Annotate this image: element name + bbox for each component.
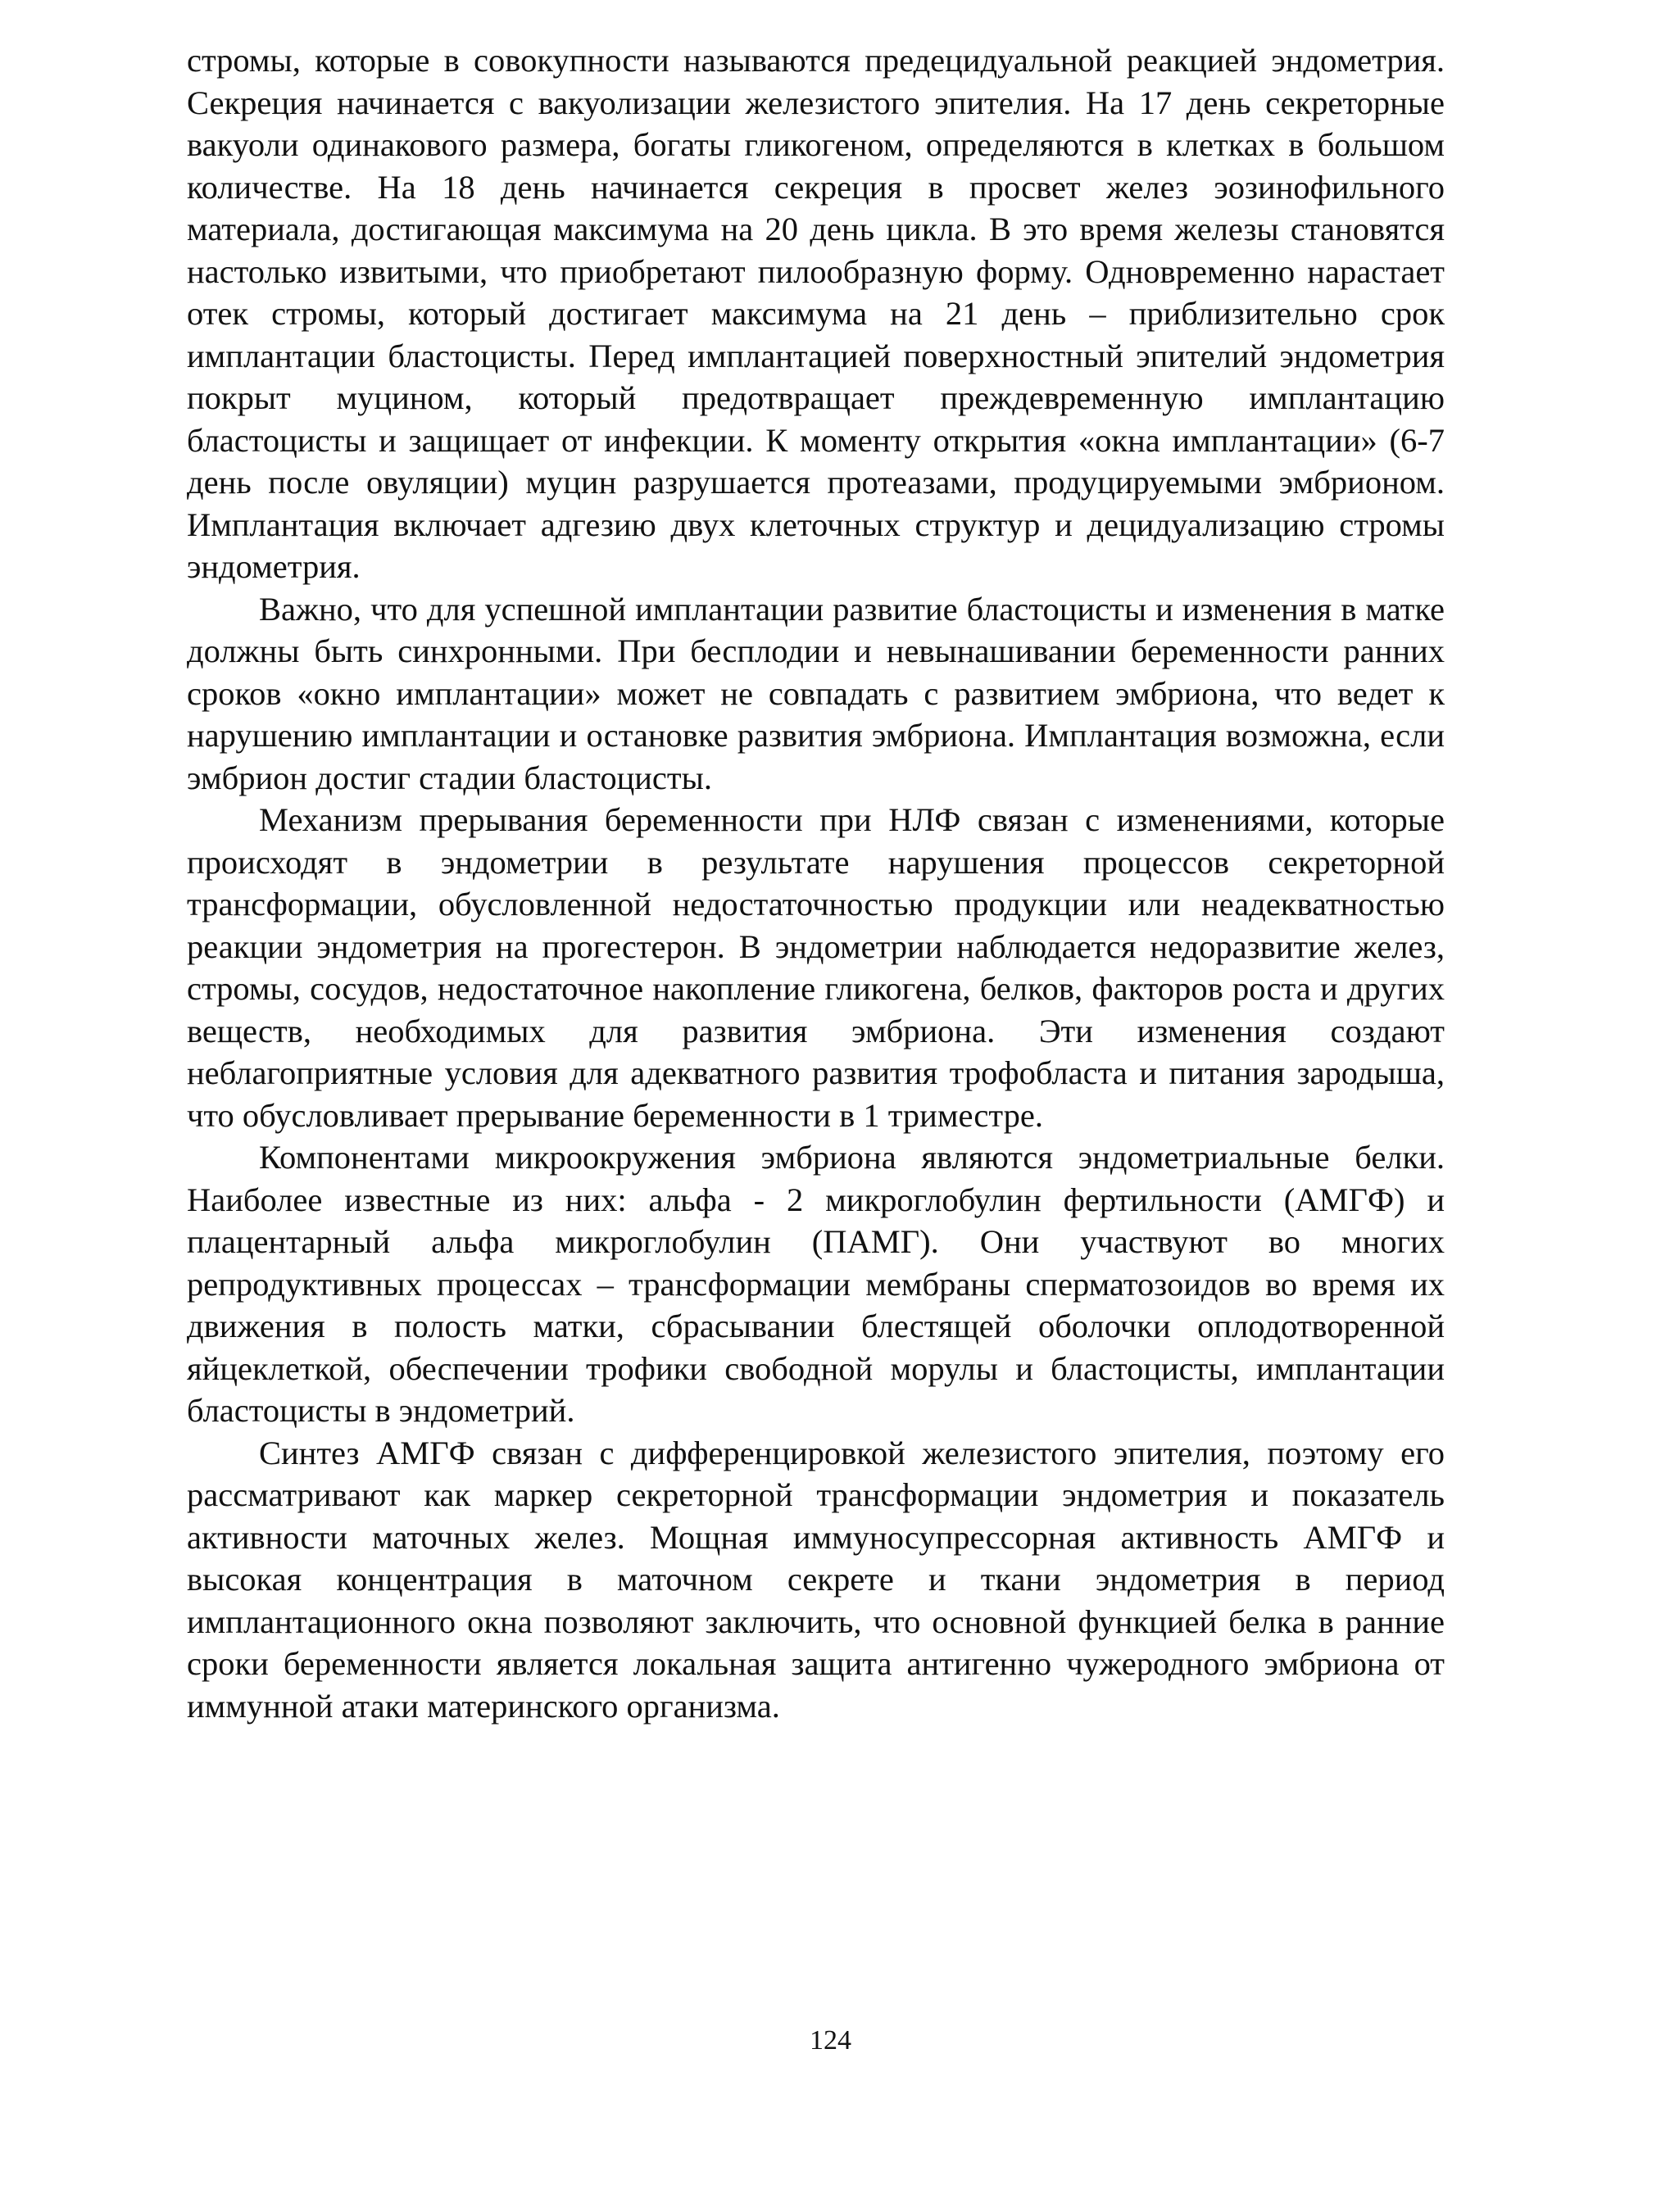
paragraph-1: стромы, которые в совокупности называются предецидуальной реакцией эндометрия. Секреция начинается с вакуолизации железистого эпителия. На 17 день секреторные вакуоли одинакового размера, богаты гликогеном, определяются в клетках в большом количестве. На 18 день начинается секреция в просвет желез эозинофильного материала, достигающая максимума на 20 день цикла. В это время железы становятся настолько извитыми, что приобретают пилообразную форму. Одновременно нарастает отек стромы, который достигает максимума на 21 день – приблизительно срок имплантации бластоцисты. Перед имплантацией поверхностный эпителий эндометрия покрыт муцином, который предотвращает преждевременную имплантацию бластоцисты и защищает от инфекции. К моменту открытия «окна имплантации» (6-7 день после овуляции) муцин разрушается протеазами, продуцируемыми эмбрионом. Имплантация включает адгезию двух клеточных структур и децидуализацию стромы эндометрия. bbox=[187, 42, 1445, 585]
body-text bbox=[187, 39, 1445, 1727]
paragraph-2: Важно, что для успешной имплантации развитие бластоцисты и изменения в матке должны быть синхронными. При бесплодии и невынашивании беременности ранних сроков «окно имплантации» может не совпадать с развитием эмбриона, что ведет к нарушению имплантации и остановке развития эмбриона. Имплантация возможна, если эмбрион достиг стадии бластоцисты. bbox=[187, 590, 1445, 796]
paragraph-4: Компонентами микроокружения эмбриона являются эндометриальные белки. Наиболее известные из них: альфа - 2 микроглобулин фертильности (АМГФ) и плацентарный альфа микроглобулин (ПАМГ). Они участвуют во многих репродуктивных процессах – трансформации мембраны сперматозоидов во время их движения в полость матки, сбрасывании блестящей оболочки оплодотворенной яйцеклеткой, обеспечении трофики свободной морулы и бластоцисты, имплантации бластоцисты в эндометрий. bbox=[187, 1139, 1445, 1429]
paragraph-5: Синтез АМГФ связан с дифференцировкой железистого эпителия, поэтому его рассматривают как маркер секреторной трансформации эндометрия и показатель активности маточных желез. Мощная иммуносупрессорная активность АМГФ и высокая концентрация в маточном секрете и ткани эндометрия в период имплантационного окна позволяют заключить, что основной функцией белка в ранние сроки беременности является локальная защита антигенно чужеродного эмбриона от иммунной атаки материнского организма. bbox=[187, 1434, 1445, 1725]
page-number: 124 bbox=[810, 2025, 851, 2056]
paragraph-3: Механизм прерывания беременности при НЛФ связан с изменениями, которые происходят в эндометрии в результате нарушения процессов секреторной трансформации, обусловленной недостаточностью продукции или неадекватностью реакции эндометрия на прогестерон. В эндометрии наблюдается недоразвитие желез, стромы, сосудов, недостаточное накопление гликогена, белков, факторов роста и других веществ, необходимых для развития эмбриона. Эти изменения создают неблагоприятные условия для адекватного развития трофобласта и питания зародыша, что обусловливает прерывание беременности в 1 триместре. bbox=[187, 801, 1445, 1134]
